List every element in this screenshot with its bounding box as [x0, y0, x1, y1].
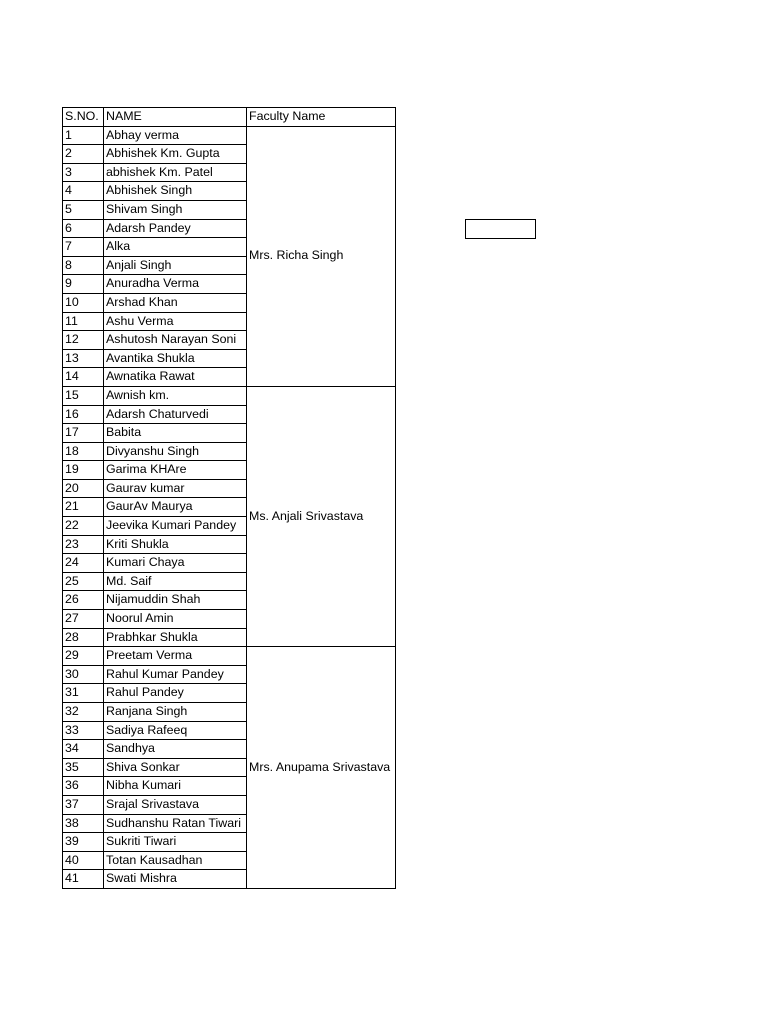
student-name-cell[interactable]: Jeevika Kumari Pandey: [104, 517, 247, 536]
student-name-cell[interactable]: abhishek Km. Patel: [104, 163, 247, 182]
selected-empty-cell[interactable]: [465, 219, 536, 239]
sno-cell[interactable]: 35: [63, 758, 104, 777]
student-name-cell[interactable]: Abhishek Km. Gupta: [104, 145, 247, 164]
student-name-cell[interactable]: Sandhya: [104, 740, 247, 759]
student-name-cell[interactable]: Awnatika Rawat: [104, 368, 247, 387]
sno-cell[interactable]: 14: [63, 368, 104, 387]
sno-cell[interactable]: 37: [63, 795, 104, 814]
student-name-cell[interactable]: Arshad Khan: [104, 293, 247, 312]
student-name-cell[interactable]: Ashu Verma: [104, 312, 247, 331]
sno-cell[interactable]: 21: [63, 498, 104, 517]
student-name-cell[interactable]: Nijamuddin Shah: [104, 591, 247, 610]
sno-cell[interactable]: 22: [63, 517, 104, 536]
student-name-cell[interactable]: Adarsh Chaturvedi: [104, 405, 247, 424]
student-name-cell[interactable]: Shivam Singh: [104, 200, 247, 219]
student-name-cell[interactable]: Md. Saif: [104, 572, 247, 591]
student-name-cell[interactable]: Alka: [104, 238, 247, 257]
student-name-cell[interactable]: Ashutosh Narayan Soni: [104, 331, 247, 350]
sno-cell[interactable]: 2: [63, 145, 104, 164]
sno-cell[interactable]: 5: [63, 200, 104, 219]
sno-cell[interactable]: 40: [63, 851, 104, 870]
sno-cell[interactable]: 1: [63, 126, 104, 145]
faculty-name-cell[interactable]: Mrs. Richa Singh: [247, 126, 396, 386]
sno-cell[interactable]: 6: [63, 219, 104, 238]
student-name-cell[interactable]: Gaurav kumar: [104, 479, 247, 498]
sno-cell[interactable]: 8: [63, 256, 104, 275]
sno-cell[interactable]: 23: [63, 535, 104, 554]
sno-cell[interactable]: 34: [63, 740, 104, 759]
student-name-cell[interactable]: Prabhkar Shukla: [104, 628, 247, 647]
student-name-cell[interactable]: Rahul Kumar Pandey: [104, 665, 247, 684]
student-name-cell[interactable]: Awnish km.: [104, 386, 247, 405]
sno-cell[interactable]: 30: [63, 665, 104, 684]
sno-cell[interactable]: 18: [63, 442, 104, 461]
student-name-cell[interactable]: Adarsh Pandey: [104, 219, 247, 238]
sno-cell[interactable]: 17: [63, 424, 104, 443]
student-name-cell[interactable]: Babita: [104, 424, 247, 443]
table-body: [63, 126, 396, 888]
sno-cell[interactable]: 27: [63, 610, 104, 629]
sno-cell[interactable]: 26: [63, 591, 104, 610]
student-name-cell[interactable]: Ranjana Singh: [104, 703, 247, 722]
sno-cell[interactable]: 12: [63, 331, 104, 350]
student-name-cell[interactable]: Shiva Sonkar: [104, 758, 247, 777]
sno-cell[interactable]: 38: [63, 814, 104, 833]
student-name-cell[interactable]: Sadiya Rafeeq: [104, 721, 247, 740]
sno-cell[interactable]: 4: [63, 182, 104, 201]
sno-cell[interactable]: 13: [63, 349, 104, 368]
sno-cell[interactable]: 3: [63, 163, 104, 182]
sno-cell[interactable]: 28: [63, 628, 104, 647]
student-name-cell[interactable]: Preetam Verma: [104, 647, 247, 666]
student-name-cell[interactable]: GaurAv Maurya: [104, 498, 247, 517]
student-name-cell[interactable]: Srajal Srivastava: [104, 795, 247, 814]
sno-cell[interactable]: 32: [63, 703, 104, 722]
student-faculty-table: [62, 107, 396, 889]
table-row: [63, 386, 396, 405]
student-name-cell[interactable]: Kumari Chaya: [104, 554, 247, 573]
student-name-cell[interactable]: Avantika Shukla: [104, 349, 247, 368]
faculty-name-cell[interactable]: Mrs. Anupama Srivastava: [247, 647, 396, 889]
sno-cell[interactable]: 41: [63, 870, 104, 889]
table-row: [63, 126, 396, 145]
sno-cell[interactable]: 39: [63, 833, 104, 852]
student-name-cell[interactable]: Sudhanshu Ratan Tiwari: [104, 814, 247, 833]
spreadsheet: [62, 107, 396, 889]
sno-cell[interactable]: 10: [63, 293, 104, 312]
sno-cell[interactable]: 19: [63, 461, 104, 480]
sno-cell[interactable]: 15: [63, 386, 104, 405]
table-row: [63, 647, 396, 666]
sno-cell[interactable]: 24: [63, 554, 104, 573]
faculty-name-cell[interactable]: Ms. Anjali Srivastava: [247, 386, 396, 646]
header-name[interactable]: NAME: [104, 108, 247, 127]
sno-cell[interactable]: 9: [63, 275, 104, 294]
student-name-cell[interactable]: Totan Kausadhan: [104, 851, 247, 870]
student-name-cell[interactable]: Sukriti Tiwari: [104, 833, 247, 852]
sno-cell[interactable]: 31: [63, 684, 104, 703]
sno-cell[interactable]: 33: [63, 721, 104, 740]
sno-cell[interactable]: 20: [63, 479, 104, 498]
student-name-cell[interactable]: Kriti Shukla: [104, 535, 247, 554]
student-name-cell[interactable]: Noorul Amin: [104, 610, 247, 629]
sno-cell[interactable]: 29: [63, 647, 104, 666]
header-sno[interactable]: S.NO.: [63, 108, 104, 127]
student-name-cell[interactable]: Anjali Singh: [104, 256, 247, 275]
student-name-cell[interactable]: Nibha Kumari: [104, 777, 247, 796]
header-faculty[interactable]: Faculty Name: [247, 108, 396, 127]
sno-cell[interactable]: 11: [63, 312, 104, 331]
student-name-cell[interactable]: Swati Mishra: [104, 870, 247, 889]
student-name-cell[interactable]: Abhay verma: [104, 126, 247, 145]
student-name-cell[interactable]: Abhishek Singh: [104, 182, 247, 201]
sno-cell[interactable]: 25: [63, 572, 104, 591]
student-name-cell[interactable]: Rahul Pandey: [104, 684, 247, 703]
student-name-cell[interactable]: Anuradha Verma: [104, 275, 247, 294]
student-name-cell[interactable]: Divyanshu Singh: [104, 442, 247, 461]
student-name-cell[interactable]: Garima KHAre: [104, 461, 247, 480]
sno-cell[interactable]: 16: [63, 405, 104, 424]
sno-cell[interactable]: 36: [63, 777, 104, 796]
sno-cell[interactable]: 7: [63, 238, 104, 257]
header-row: [63, 108, 396, 127]
